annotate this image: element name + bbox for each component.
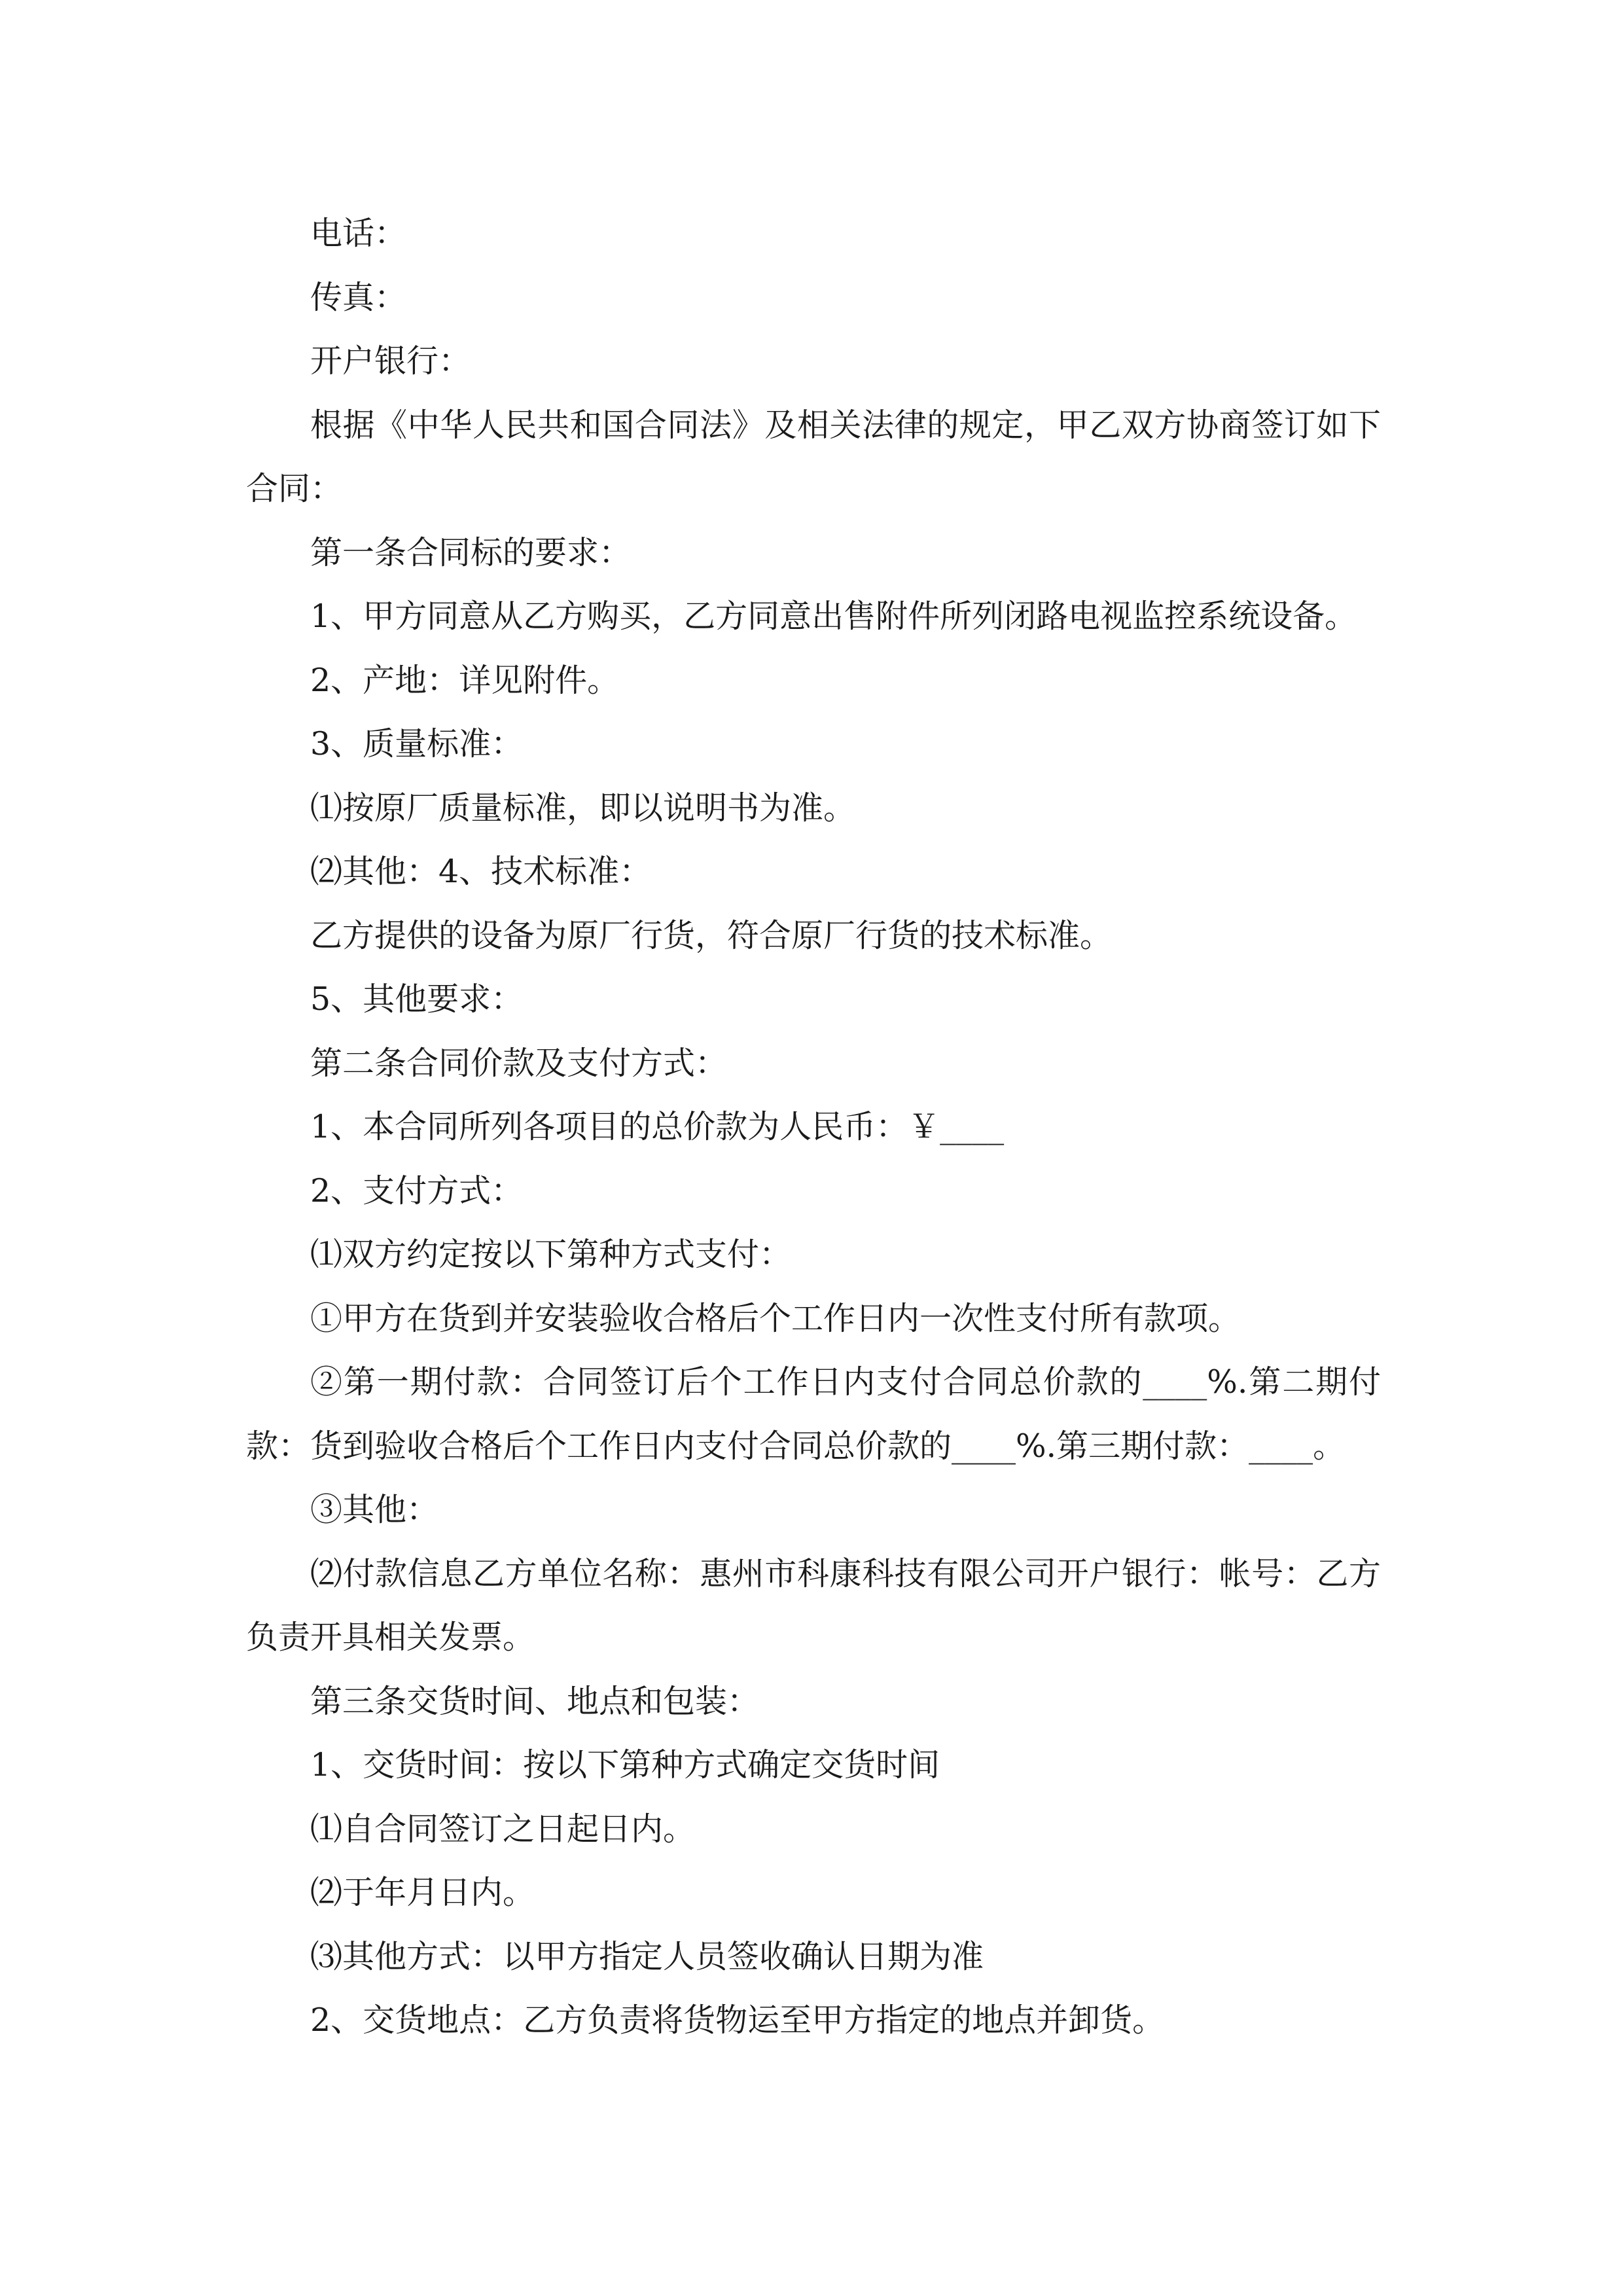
article-2-item-2: 2、支付方式： bbox=[310, 1172, 524, 1210]
contract-preamble: 根据《中华人民共和国合同法》及相关法律的规定，甲乙双方协商签订如下合同： bbox=[246, 406, 1381, 507]
article-3-item-2: 2、交货地点：乙方负责将货物运至甲方指定的地点并卸货。 bbox=[310, 2001, 1165, 2039]
bank-label: 开户银行： bbox=[310, 342, 471, 380]
article-2-heading: 第二条合同价款及支付方式： bbox=[310, 1044, 728, 1082]
article-1-item-1: 1、甲方同意从乙方购买，乙方同意出售附件所列闭路电视监控系统设备。 bbox=[310, 598, 1357, 635]
payment-option-3: ③其他： bbox=[310, 1491, 439, 1528]
article-1-heading: 第一条合同标的要求： bbox=[310, 533, 632, 571]
article-3-item-1-2: ⑵于年月日内。 bbox=[310, 1874, 535, 1911]
article-1-item-2: 2、产地：详见附件。 bbox=[310, 661, 620, 699]
article-3-heading: 第三条交货时间、地点和包装： bbox=[310, 1682, 760, 1720]
article-2-item-2-2: ⑵付款信息乙方单位名称：惠州市科康科技有限公司开户银行：帐号：乙方负责开具相关发票。 bbox=[246, 1554, 1381, 1656]
contract-body bbox=[246, 202, 1381, 2053]
article-1-item-3: 3、质量标准： bbox=[310, 725, 524, 762]
article-2-item-1: 1、本合同所列各项目的总价款为人民币：￥____ bbox=[310, 1108, 1005, 1145]
article-3-item-1-3: ⑶其他方式：以甲方指定人员签收确认日期为准 bbox=[310, 1937, 984, 1975]
article-1-item-5: 5、其他要求： bbox=[310, 980, 524, 1018]
payment-option-2: ②第一期付款：合同签订后个工作日内支付合同总价款的____%.第二期付款：货到验收合格后个工作日内支付合同总价款的____%.第三期付款：____。 bbox=[246, 1363, 1381, 1465]
article-3-item-1-1: ⑴自合同签订之日起日内。 bbox=[310, 1810, 696, 1848]
phone-label: 电话： bbox=[310, 215, 407, 252]
article-1-item-3-1: ⑴按原厂质量标准，即以说明书为准。 bbox=[310, 789, 856, 827]
payment-option-1: ①甲方在货到并安装验收合格后个工作日内一次性支付所有款项。 bbox=[310, 1299, 1241, 1337]
article-1-item-3-2: ⑵其他：4、技术标准： bbox=[310, 853, 652, 890]
article-3-item-1: 1、交货时间：按以下第种方式确定交货时间 bbox=[310, 1746, 940, 1784]
article-1-item-4-text: 乙方提供的设备为原厂行货，符合原厂行货的技术标准。 bbox=[310, 916, 1113, 954]
fax-label: 传真： bbox=[310, 278, 407, 316]
article-2-item-2-1: ⑴双方约定按以下第种方式支付： bbox=[310, 1236, 792, 1273]
